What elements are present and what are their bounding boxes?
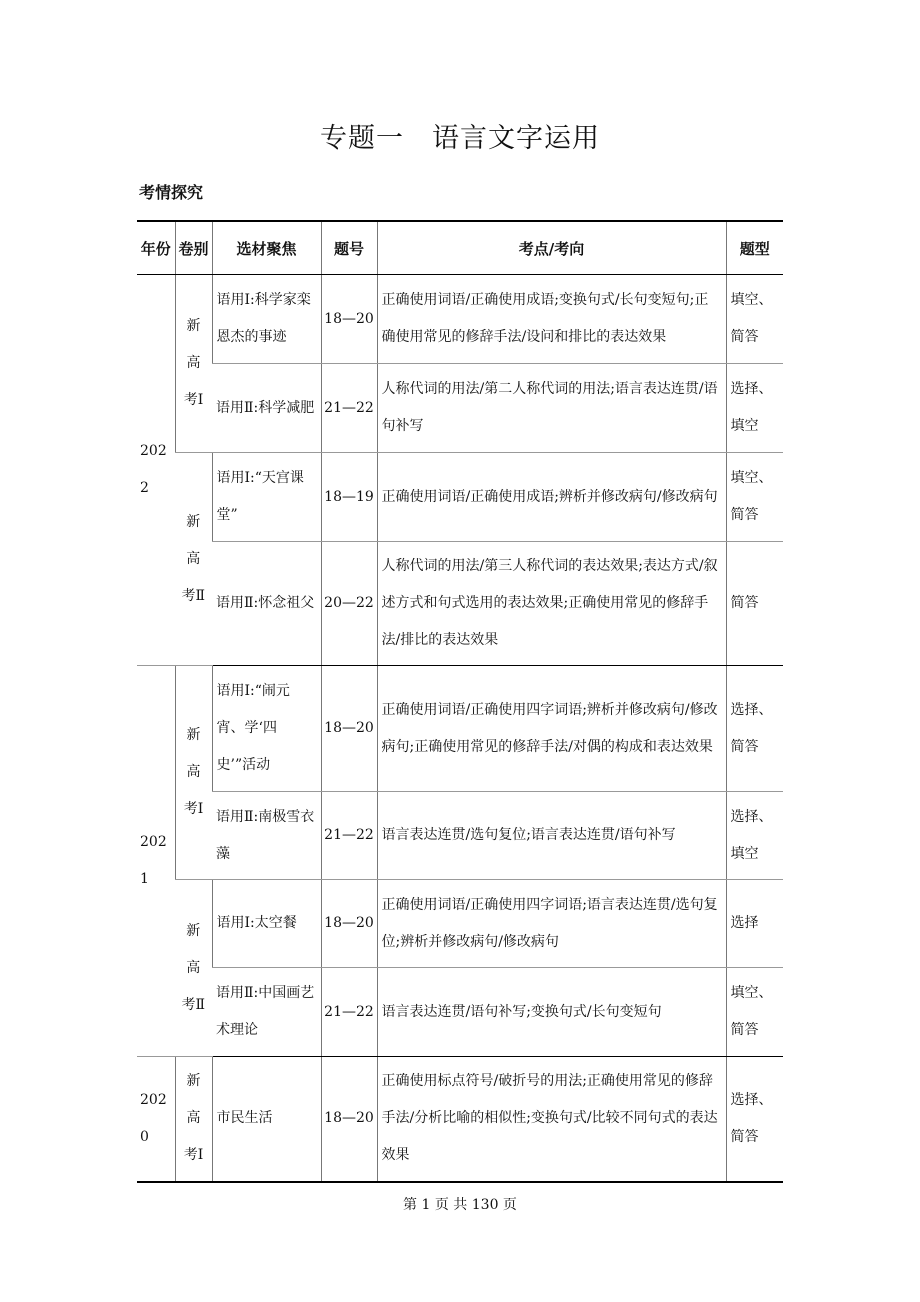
header-year: 年份 (137, 221, 175, 275)
topic-cell: 正确使用词语/正确使用成语;辨析并修改病句/修改病句 (377, 453, 726, 542)
topic-cell: 语言表达连贯/选句复位;语言表达连贯/语句补写 (377, 792, 726, 880)
material-cell: 语用Ⅱ:科学减肥 (212, 364, 321, 453)
question-number-cell: 20—22 (321, 542, 377, 666)
table-row (137, 275, 783, 364)
paper-cell: 新高考Ⅰ (175, 1057, 212, 1182)
year-cell: 2021 (137, 666, 175, 1057)
header-paper: 卷别 (175, 221, 212, 275)
paper-cell: 新高考Ⅱ (175, 880, 212, 1057)
question-number-cell: 21—22 (321, 364, 377, 453)
material-cell: 语用Ⅰ:太空餐 (212, 880, 321, 968)
question-type-cell: 填空、简答 (726, 968, 783, 1057)
table-row (137, 542, 783, 666)
table-row (137, 1057, 783, 1182)
topic-cell: 正确使用词语/正确使用四字词语;辨析并修改病句/修改病句;正确使用常见的修辞手法/对偶的构成和表达效果 (377, 666, 726, 792)
material-cell: 语用Ⅰ:“天宫课堂” (212, 453, 321, 542)
topic-cell: 人称代词的用法/第二人称代词的用法;语言表达连贯/语句补写 (377, 364, 726, 453)
year-cell: 2020 (137, 1057, 175, 1182)
material-cell: 语用Ⅰ:“闹元宵、学‘四史’”活动 (212, 666, 321, 792)
question-type-cell: 选择 (726, 880, 783, 968)
question-type-cell: 简答 (726, 542, 783, 666)
material-cell: 语用Ⅱ:怀念祖父 (212, 542, 321, 666)
question-type-cell: 选择、填空 (726, 364, 783, 453)
table-row (137, 792, 783, 880)
topic-cell: 正确使用标点符号/破折号的用法;正确使用常见的修辞手法/分析比喻的相似性;变换句式/比较不同句式的表达效果 (377, 1057, 726, 1182)
table-row (137, 968, 783, 1057)
question-type-cell: 填空、简答 (726, 453, 783, 542)
header-question-number: 题号 (321, 221, 377, 275)
material-cell: 语用Ⅱ:南极雪衣藻 (212, 792, 321, 880)
topic-cell: 正确使用词语/正确使用成语;变换句式/长句变短句;正确使用常见的修辞手法/设问和排比的表达效果 (377, 275, 726, 364)
year-cell: 2022 (137, 275, 175, 666)
question-number-cell: 18—19 (321, 453, 377, 542)
question-number-cell: 21—22 (321, 792, 377, 880)
question-number-cell: 18—20 (321, 1057, 377, 1182)
topic-cell: 语言表达连贯/语句补写;变换句式/长句变短句 (377, 968, 726, 1057)
table-row (137, 880, 783, 968)
page-title: 专题一 语言文字运用 (320, 123, 600, 154)
paper-cell: 新高考Ⅱ (175, 453, 212, 666)
table-row (137, 666, 783, 792)
material-cell: 语用Ⅱ:中国画艺术理论 (212, 968, 321, 1057)
question-type-cell: 选择、简答 (726, 666, 783, 792)
question-number-cell: 21—22 (321, 968, 377, 1057)
header-topic: 考点/考向 (377, 221, 726, 275)
paper-cell: 新高考Ⅰ (175, 666, 212, 880)
topic-cell: 人称代词的用法/第三人称代词的表达效果;表达方式/叙述方式和句式选用的表达效果;正确使用常见的修辞手法/排比的表达效果 (377, 542, 726, 666)
question-number-cell: 18—20 (321, 666, 377, 792)
exam-analysis-table (137, 220, 783, 1183)
page-footer: 第 1 页 共 130 页 (403, 1197, 517, 1213)
question-number-cell: 18—20 (321, 880, 377, 968)
question-type-cell: 选择、简答 (726, 1057, 783, 1182)
header-question-type: 题型 (726, 221, 783, 275)
header-material: 选材聚焦 (212, 221, 321, 275)
question-type-cell: 填空、简答 (726, 275, 783, 364)
paper-cell: 新高考Ⅰ (175, 275, 212, 453)
question-number-cell: 18—20 (321, 275, 377, 364)
table-row (137, 453, 783, 542)
table-header-row (137, 221, 783, 275)
material-cell: 市民生活 (212, 1057, 321, 1182)
section-heading: 考情探究 (139, 183, 204, 202)
material-cell: 语用Ⅰ:科学家栾恩杰的事迹 (212, 275, 321, 364)
table-row (137, 364, 783, 453)
question-type-cell: 选择、填空 (726, 792, 783, 880)
topic-cell: 正确使用词语/正确使用四字词语;语言表达连贯/选句复位;辨析并修改病句/修改病句 (377, 880, 726, 968)
